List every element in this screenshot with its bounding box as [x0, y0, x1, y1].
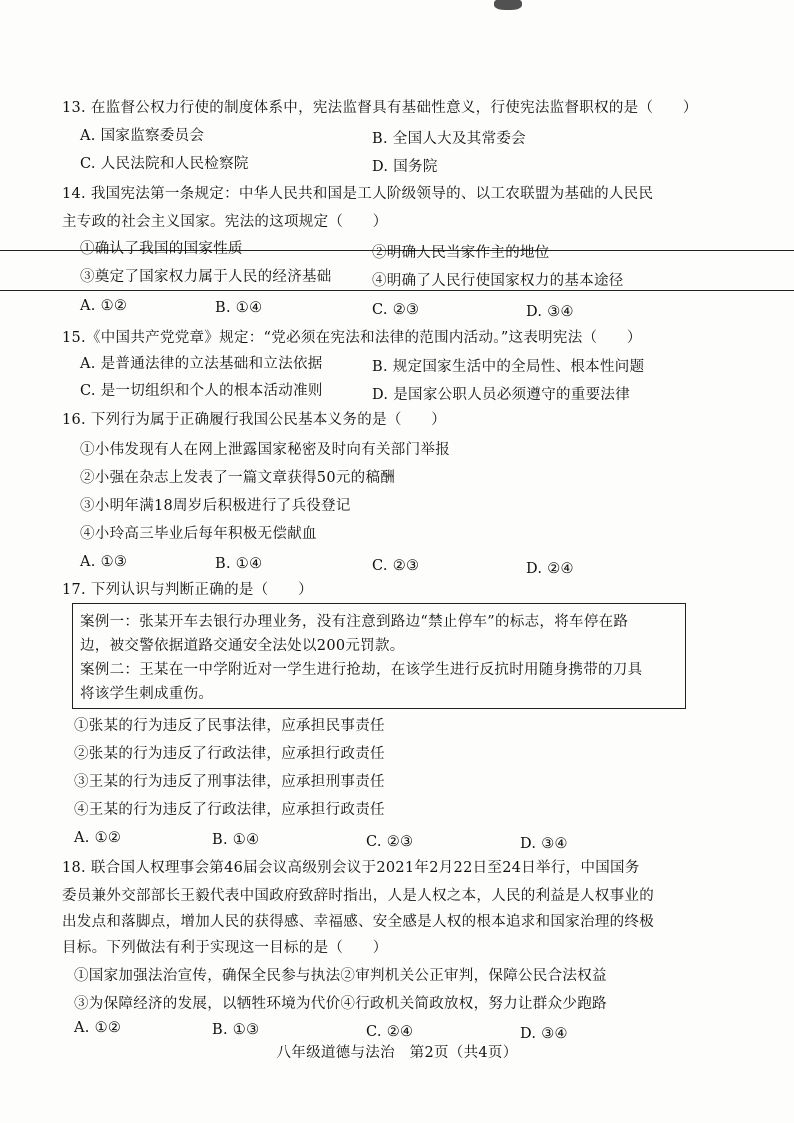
q14-option-c: C. ②③: [372, 302, 420, 318]
ink-smudge: [494, 0, 522, 10]
q17-stem: 17. 下列认识与判断正确的是（ ）: [62, 582, 313, 598]
q17-option-d: D. ③④: [520, 836, 568, 852]
q18-statements-1-2: ①国家加强法治宣传，确保全民参与执法②审判机关公正审判，保障公民合法权益: [74, 968, 607, 984]
q16-option-a: A. ①③: [80, 554, 128, 570]
q16-statement-4: ④小玲高三毕业后每年积极无偿献血: [80, 526, 317, 542]
page-footer: 八年级道德与法治 第2页（共4页）: [276, 1045, 518, 1061]
q18-option-c: C. ②④: [366, 1024, 414, 1040]
q16-statement-3: ③小明年满18周岁后积极进行了兵役登记: [80, 498, 351, 514]
q17-statement-3: ③王某的行为违反了刑事法律，应承担刑事责任: [74, 774, 385, 790]
q16-stem: 16. 下列行为属于正确履行我国公民基本义务的是（ ）: [62, 412, 447, 428]
q13-option-d: D. 国务院: [372, 159, 438, 175]
q14-option-b: B. ①④: [215, 300, 263, 316]
q18-option-a: A. ①②: [74, 1020, 122, 1036]
q16-option-d: D. ②④: [526, 561, 574, 577]
q15-option-d: D. 是国家公职人员必须遵守的重要法律: [372, 387, 631, 403]
q16-statement-1: ①小伟发现有人在网上泄露国家秘密及时向有关部门举报: [80, 442, 450, 458]
q18-option-b: B. ①③: [212, 1022, 260, 1038]
q17-case1-line2: 边，被交警依据道路交通安全法处以200元罚款。: [80, 638, 405, 654]
q14-option-d: D. ③④: [526, 304, 574, 320]
q16-option-b: B. ①④: [215, 556, 263, 572]
q18-stem-line4: 目标。下列做法有利于实现这一目标的是（ ）: [62, 940, 388, 956]
q14-statement-1: ①确认了我国的国家性质: [80, 241, 243, 257]
q17-statement-1: ①张某的行为违反了民事法律，应承担民事责任: [74, 718, 385, 734]
q15-stem: 15.《中国共产党党章》规定：“党必须在宪法和法律的范围内活动。”这表明宪法（ ）: [62, 330, 642, 346]
q17-statement-4: ④王某的行为违反了行政法律，应承担行政责任: [74, 802, 385, 818]
q15-option-b: B. 规定国家生活中的全局性、根本性问题: [372, 359, 645, 375]
q14-statement-2: ②明确人民当家作主的地位: [372, 245, 550, 261]
q14-option-a: A. ①②: [80, 298, 128, 314]
q17-case2-line1: 案例二：王某在一中学附近对一学生进行抢劫，在该学生进行反抗时用随身携带的刀具: [80, 662, 643, 678]
q13-option-b: B. 全国人大及其常委会: [372, 131, 526, 147]
q17-option-c: C. ②③: [366, 834, 414, 850]
q15-option-c: C. 是一切组织和个人的根本活动准则: [80, 383, 323, 399]
q18-statements-3-4: ③为保障经济的发展，以牺牲环境为代价④行政机关简政放权，努力让群众少跑路: [74, 996, 607, 1012]
q14-stem-line2: 主专政的社会主义国家。宪法的这项规定（ ）: [62, 214, 388, 230]
q17-option-a: A. ①②: [74, 830, 122, 846]
q18-option-d: D. ③④: [520, 1026, 568, 1042]
q17-option-b: B. ①④: [212, 832, 260, 848]
q18-stem-line2: 委员兼外交部部长王毅代表中国政府致辞时指出，人是人权之本，人民的利益是人权事业的: [62, 888, 654, 904]
q13-stem: 13. 在监督公权力行使的制度体系中，宪法监督具有基础性意义，行使宪法监督职权的是（ ）: [62, 100, 698, 116]
q14-stem-line1: 14. 我国宪法第一条规定：中华人民共和国是工人阶级领导的、以工农联盟为基础的人民民: [62, 186, 654, 202]
q17-statement-2: ②张某的行为违反了行政法律，应承担行政责任: [74, 746, 385, 762]
q18-stem-line1: 18. 联合国人权理事会第46届会议高级别会议于2021年2月22日至24日举行，中国国务: [62, 860, 640, 876]
q17-case1-line1: 案例一：张某开车去银行办理业务，没有注意到路边“禁止停车”的标志，将车停在路: [80, 614, 629, 630]
q18-stem-line3: 出发点和落脚点，增加人民的获得感、幸福感、安全感是人权的根本追求和国家治理的终极: [62, 914, 654, 930]
q17-case2-line2: 将该学生刺成重伤。: [80, 686, 214, 702]
q14-statement-4: ④明确了人民行使国家权力的基本途径: [372, 273, 624, 289]
q13-option-c: C. 人民法院和人民检察院: [80, 156, 249, 172]
q16-option-c: C. ②③: [372, 558, 420, 574]
q15-option-a: A. 是普通法律的立法基础和立法依据: [80, 356, 323, 372]
q16-statement-2: ②小强在杂志上发表了一篇文章获得50元的稿酬: [80, 470, 396, 486]
q13-option-a: A. 国家监察委员会: [80, 128, 205, 144]
q14-statement-3: ③奠定了国家权力属于人民的经济基础: [80, 269, 332, 285]
divider-line: [0, 290, 794, 291]
